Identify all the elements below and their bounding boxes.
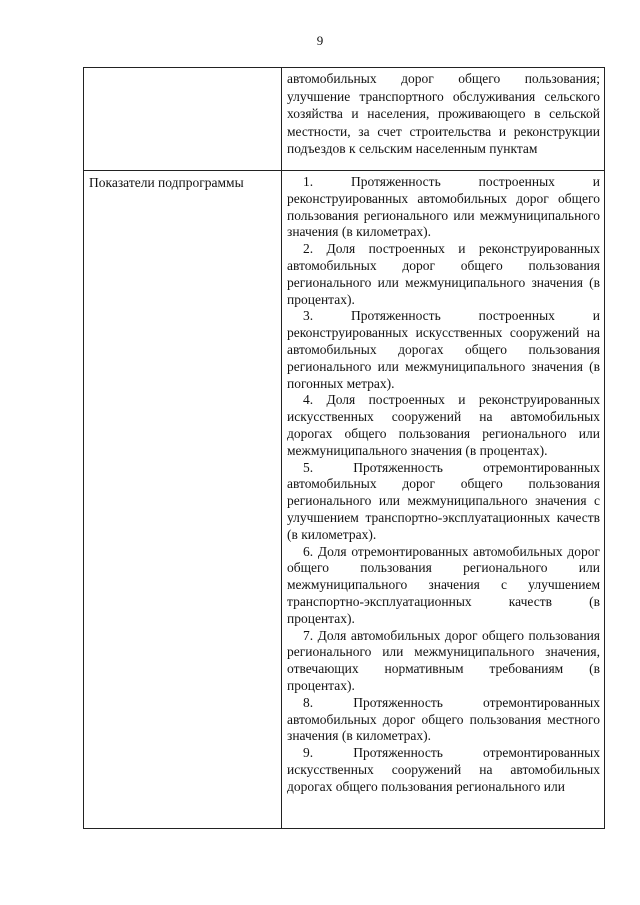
page-number: 9 xyxy=(316,33,324,48)
indicator-item: 2. Доля построенных и реконструированных автомобильных дорог общего пользования регионального или межмуниципального значения (в процентах). xyxy=(287,241,600,307)
indicators-list xyxy=(287,174,600,795)
column-divider xyxy=(281,68,282,828)
indicator-item: 4. Доля построенных и реконструированных искусственных сооружений на автомобильных дорогах общего пользования регионального или межмуниципального значения (в процентах). xyxy=(287,392,600,458)
goals-continuation-text: автомобильных дорог общего пользования; улучшение транспортного обслуживания сельского хозяйства и населения, проживающего в сельской местности, за счет строительства и реконструкции подъездов к сельским населенным пунктам xyxy=(287,71,600,157)
indicator-item: 6. Доля отремонтированных автомобильных дорог общего пользования регионального или межмуниципального значения с улучшением транспортно-эксплуатационных качеств (в процентах). xyxy=(287,543,600,626)
indicator-item: 7. Доля автомобильных дорог общего пользования регионального или межмуниципального значения, отвечающих нормативным требованиям (в процентах). xyxy=(287,627,600,693)
indicator-item: 8. Протяженность отремонтированных автомобильных дорог общего пользования местного значения (в километрах). xyxy=(287,694,600,744)
indicator-item: 3. Протяженность построенных и реконструированных искусственных сооружений на автомобильных дорогах общего пользования регионального или межмуниципального значения (в погонных метрах). xyxy=(287,308,600,391)
row-divider xyxy=(84,170,604,171)
subprogram-table xyxy=(83,67,605,829)
row-label-indicators: Показатели подпрограммы xyxy=(89,175,244,190)
indicator-item: 5. Протяженность отремонтированных автомобильных дорог общего пользования регионального или межмуниципального значения с улучшением транспортно-эксплуатационных качеств (в километрах). xyxy=(287,459,600,542)
indicator-item: 9. Протяженность отремонтированных искусственных сооружений на автомобильных дорогах общего пользования регионального или xyxy=(287,745,600,794)
indicator-item: 1. Протяженность построенных и реконструированных автомобильных дорог общего пользования регионального или межмуниципального значения (в километрах). xyxy=(287,174,600,240)
